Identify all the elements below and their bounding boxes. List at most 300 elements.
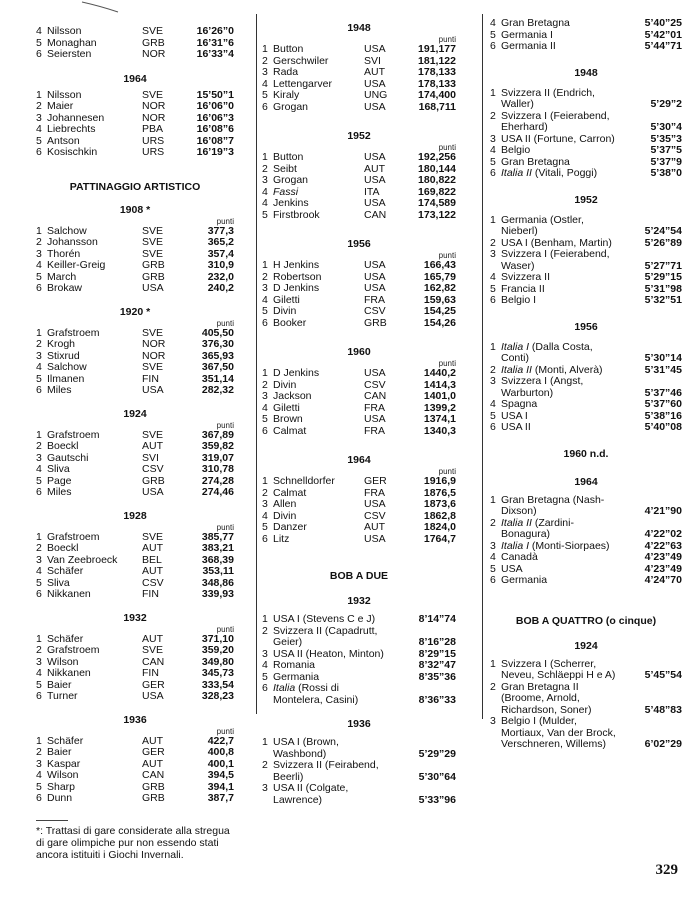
country-code: USA xyxy=(364,100,386,113)
year-heading: 1960 xyxy=(347,346,371,358)
result-row xyxy=(36,589,234,601)
result-row xyxy=(490,518,682,541)
team-name: USA I (Benham, Martin) xyxy=(501,236,612,249)
athlete-name: Grafstroem xyxy=(47,327,100,339)
time-value: 8’32”47 xyxy=(418,659,456,671)
country-code: CSV xyxy=(364,378,386,391)
team-name xyxy=(273,683,396,706)
time-value: 5’30”14 xyxy=(644,352,682,364)
result-row xyxy=(36,747,234,759)
athlete-name: Schäfer xyxy=(47,735,84,747)
result-row xyxy=(490,168,682,180)
athlete-name: Maier xyxy=(47,101,74,112)
team-name: Svizzera I (Feierabend, Waser) xyxy=(501,248,610,272)
athlete-name: Nikkanen xyxy=(47,589,91,600)
score-value: 1440,2 xyxy=(423,367,456,379)
athlete-name: Divin xyxy=(273,379,297,391)
country-code: SVE xyxy=(142,428,164,441)
points-unit: punti xyxy=(216,216,234,226)
score-value: 1401,0 xyxy=(423,390,456,402)
time-value: 4’23”49 xyxy=(644,562,682,575)
result-row xyxy=(490,342,682,365)
rank: 3 xyxy=(262,66,268,78)
time-value: 5’29”2 xyxy=(650,98,682,110)
rank: 4 xyxy=(262,401,268,414)
result-row xyxy=(490,495,682,518)
result-row xyxy=(262,626,456,649)
country-code: FIN xyxy=(142,588,159,600)
team-name: Gran Bretagna xyxy=(501,155,570,168)
team-members: (Dalla Costa, Conti) xyxy=(501,340,593,364)
result-row xyxy=(490,376,682,399)
footnote-rule xyxy=(36,820,68,821)
time-value: 5’37”9 xyxy=(650,155,682,168)
country-code: USA xyxy=(142,384,164,396)
rank: 3 xyxy=(490,248,496,260)
rank: 2 xyxy=(36,236,42,248)
result-row xyxy=(262,614,456,626)
time-value: 5’35”3 xyxy=(650,132,682,145)
result-row xyxy=(36,26,234,38)
result-row xyxy=(36,237,234,249)
rank: 6 xyxy=(262,100,268,113)
result-row xyxy=(262,426,456,438)
time-value: 5’40”08 xyxy=(644,421,682,433)
athlete-name: Stixrud xyxy=(47,350,80,362)
rank: 4 xyxy=(262,197,268,209)
result-row xyxy=(490,295,682,307)
result-row xyxy=(36,147,234,159)
year-heading: 1932 xyxy=(123,611,147,624)
country-code: USA xyxy=(142,690,164,702)
rank: 4 xyxy=(36,667,42,679)
rank: 1 xyxy=(36,632,42,645)
result-row xyxy=(36,736,234,748)
score-value: 1414,3 xyxy=(423,378,456,391)
rank: 5 xyxy=(490,155,496,168)
athlete-name: Turner xyxy=(47,691,78,702)
country-code: UNG xyxy=(364,89,388,101)
score-value: 310,9 xyxy=(207,259,234,271)
country-code: CAN xyxy=(142,769,165,781)
rank: 3 xyxy=(36,553,42,566)
year-heading: 1948 xyxy=(347,22,371,34)
team-name: Germania xyxy=(501,574,548,586)
country-code: USA xyxy=(364,151,386,163)
score-value: 1824,0 xyxy=(423,521,456,533)
time-value: 5’37”46 xyxy=(644,386,682,399)
country-code: AUT xyxy=(142,757,163,770)
athlete-name: Thorén xyxy=(47,248,81,260)
rank: 1 xyxy=(490,340,496,353)
country-code: FRA xyxy=(364,293,385,306)
country-code: USA xyxy=(364,282,386,294)
rank: 4 xyxy=(262,659,268,671)
team-country-italic: Italia II xyxy=(501,167,532,179)
result-row xyxy=(36,339,234,351)
country-code: GRB xyxy=(142,792,165,804)
athlete-name: Kiraly xyxy=(273,90,300,101)
country-code: NOR xyxy=(142,338,166,350)
score-value: 383,21 xyxy=(201,542,234,554)
country-code: GRB xyxy=(142,270,165,283)
page-number: 329 xyxy=(655,862,678,878)
country-code: URS xyxy=(142,134,165,147)
athlete-name: Allen xyxy=(273,499,297,510)
athlete-name: Wilson xyxy=(47,656,79,668)
rank: 4 xyxy=(262,293,268,306)
year-heading: 1936 xyxy=(347,718,371,730)
team-name: Svizzera II (Feirabend, Beerli) xyxy=(273,759,379,783)
athlete-name: Grafstroem xyxy=(47,429,100,441)
score-value: 181,122 xyxy=(418,54,456,67)
year-heading: 1964 xyxy=(123,72,147,85)
rank: 3 xyxy=(490,539,496,552)
athlete-name: Boeckl xyxy=(47,441,79,452)
athlete-name: March xyxy=(47,271,77,283)
rank: 4 xyxy=(36,259,42,271)
athlete-name: Jackson xyxy=(273,391,312,402)
result-row xyxy=(262,534,456,546)
team-name: Francia II xyxy=(501,282,545,295)
team-name: Svizzera II (Endrich, Waller) xyxy=(501,86,595,110)
athlete-name: Baier xyxy=(47,747,72,758)
score-value: 16’31”6 xyxy=(196,36,234,49)
rank: 2 xyxy=(36,644,42,656)
rank: 2 xyxy=(36,746,42,758)
result-row xyxy=(36,782,234,794)
team-name: USA I xyxy=(501,409,528,422)
score-value: 165,79 xyxy=(423,270,456,283)
country-code: GRB xyxy=(142,780,165,793)
time-value: 5’38”0 xyxy=(650,167,682,179)
athlete-name: Antson xyxy=(47,135,80,147)
time-value: 5’42”01 xyxy=(644,28,682,41)
time-value: 4’22”63 xyxy=(644,539,682,552)
result-row xyxy=(490,399,682,411)
country-code: SVE xyxy=(142,361,164,373)
year-heading: 1920 * xyxy=(119,305,151,318)
team-name: USA II xyxy=(501,421,531,433)
country-code: SVE xyxy=(142,88,164,101)
result-row xyxy=(262,102,456,114)
athlete-name: Grogan xyxy=(273,101,309,113)
rank: 1 xyxy=(490,86,496,99)
rank: 4 xyxy=(36,25,42,37)
result-row xyxy=(490,659,682,682)
result-row xyxy=(262,318,456,330)
result-row xyxy=(262,783,456,806)
score-value: 310,78 xyxy=(201,463,234,475)
result-row xyxy=(36,668,234,680)
time-value: 5’27”71 xyxy=(644,259,682,272)
team-members: (Vitali, Poggi) xyxy=(531,167,598,179)
country-code: GRB xyxy=(142,259,165,271)
rank: 5 xyxy=(262,670,268,683)
athlete-name: Schäfer xyxy=(47,633,84,645)
result-row xyxy=(262,414,456,426)
year-heading: 1952 xyxy=(574,193,598,206)
team-name: Belgio I (Mulder, Mortiaux, Van der Brock, Verschneren, Willems) xyxy=(501,715,616,750)
score-value: 154,25 xyxy=(423,305,456,317)
country-code: FIN xyxy=(142,667,159,679)
result-row xyxy=(36,770,234,782)
athlete-name: Seibt xyxy=(273,163,297,175)
athlete-name: Grogan xyxy=(273,175,309,186)
score-value: 159,63 xyxy=(423,293,456,306)
score-value: 154,26 xyxy=(423,316,456,329)
athlete-name: Baier xyxy=(47,679,72,691)
score-value: 174,589 xyxy=(418,197,456,209)
time-value: 5’48”83 xyxy=(644,703,682,716)
rank: 4 xyxy=(490,271,496,283)
country-code: AUT xyxy=(364,162,385,175)
rank: 2 xyxy=(36,100,42,112)
score-value: 1764,7 xyxy=(423,532,456,545)
score-value: 385,77 xyxy=(201,530,234,543)
team-name: Gran Bretagna xyxy=(501,17,570,29)
athlete-name: Grafstroem xyxy=(47,531,100,543)
time-value: 5’37”60 xyxy=(644,398,682,410)
score-value: 359,82 xyxy=(201,440,234,452)
rank: 3 xyxy=(262,174,268,186)
country-code: USA xyxy=(364,498,386,510)
year-heading: 1924 xyxy=(123,407,147,420)
rank: 4 xyxy=(490,551,496,563)
result-row xyxy=(262,760,456,783)
score-value: 174,400 xyxy=(418,89,456,101)
country-code: CAN xyxy=(142,655,165,668)
athlete-name: Lettengarver xyxy=(273,78,332,90)
athlete-name: Salchow xyxy=(47,362,87,373)
column-1 xyxy=(36,0,234,861)
rank: 6 xyxy=(36,792,42,804)
time-value: 5’29”29 xyxy=(418,747,456,760)
team-name xyxy=(501,518,622,541)
result-row xyxy=(36,226,234,238)
rank: 1 xyxy=(490,213,496,226)
result-row xyxy=(36,101,234,113)
points-unit: punti xyxy=(216,522,234,532)
team-name: Svizzera II xyxy=(501,271,551,283)
rank: 3 xyxy=(262,498,268,510)
column-divider-left xyxy=(256,14,257,714)
rank: 3 xyxy=(490,375,496,387)
athlete-name: Grafstroem xyxy=(47,645,100,656)
time-value: 5’33”96 xyxy=(418,793,456,806)
rank: 2 xyxy=(262,759,268,771)
rank: 2 xyxy=(262,486,268,499)
year-heading: 1948 xyxy=(574,66,598,79)
rank: 5 xyxy=(262,208,268,221)
team-members: (Monti-Siorpaes) xyxy=(529,539,610,552)
rank: 6 xyxy=(490,167,496,179)
athlete-name: Liebrechts xyxy=(47,124,96,135)
team-country-italic: Italia II xyxy=(501,516,532,529)
section-title: BOB A DUE xyxy=(329,570,389,582)
country-code: USA xyxy=(364,43,386,55)
rank: 3 xyxy=(262,782,268,794)
time-value: 8’36”33 xyxy=(418,693,456,706)
rank: 2 xyxy=(262,624,268,637)
team-members: (Zardini-Bonagura) xyxy=(501,516,574,540)
country-code: AUT xyxy=(142,542,163,554)
athlete-name: Schnelldorfer xyxy=(273,476,335,487)
team-country-italic: Italia I xyxy=(501,539,530,552)
score-value: 319,07 xyxy=(201,451,234,464)
athlete-name: Gautschi xyxy=(47,452,89,464)
score-value: 169,822 xyxy=(418,185,456,198)
score-value: 371,10 xyxy=(201,632,234,645)
athlete-name: Keiller-Greig xyxy=(47,260,106,271)
rank: 5 xyxy=(490,28,496,41)
athlete-name: Booker xyxy=(273,317,307,329)
athlete-name: Robertson xyxy=(273,271,322,283)
country-code: GER xyxy=(142,678,165,691)
rank: 2 xyxy=(262,162,268,175)
country-code: AUT xyxy=(142,632,163,645)
country-code: SVE xyxy=(142,326,164,339)
rank: 1 xyxy=(36,88,42,101)
result-row xyxy=(36,691,234,703)
result-row xyxy=(490,682,682,717)
result-row xyxy=(262,391,456,403)
team-name: Belgio I xyxy=(501,294,537,306)
column-3 xyxy=(490,0,682,751)
country-code: FRA xyxy=(364,424,385,437)
result-row xyxy=(490,575,682,587)
time-value: 4’21”90 xyxy=(644,505,682,517)
result-row xyxy=(490,272,682,284)
time-value: 5’37”5 xyxy=(650,144,682,156)
time-value: 5’32”51 xyxy=(644,294,682,306)
country-code: CSV xyxy=(142,463,164,475)
time-value: 5’38”16 xyxy=(644,409,682,422)
country-code: GRB xyxy=(142,36,165,49)
score-value: 400,8 xyxy=(207,746,234,758)
score-value: 394,1 xyxy=(207,780,234,793)
athlete-name: Wilson xyxy=(47,770,79,781)
team-name: Germania II xyxy=(501,40,556,52)
time-value: 5’31”98 xyxy=(644,282,682,295)
rank: 5 xyxy=(262,89,268,101)
year-heading: 1964 xyxy=(574,475,598,488)
score-value: 166,43 xyxy=(423,259,456,271)
result-row xyxy=(262,522,456,534)
athlete-name: Salchow xyxy=(47,225,87,237)
score-value: 376,30 xyxy=(201,338,234,350)
athlete-name: Van Zeebroeck xyxy=(47,554,118,566)
athlete-name: Sharp xyxy=(47,781,76,793)
score-value: 359,20 xyxy=(201,644,234,656)
score-value: 1374,1 xyxy=(423,413,456,425)
year-heading: 1960 n.d. xyxy=(563,447,609,460)
rank: 3 xyxy=(36,655,42,668)
points-unit: punti xyxy=(216,318,234,328)
rank: 3 xyxy=(490,132,496,145)
score-value: 16’33”4 xyxy=(196,48,234,60)
result-row xyxy=(490,88,682,111)
country-code: GER xyxy=(364,475,387,487)
country-code: SVE xyxy=(142,224,164,237)
team-country-italic: Italia xyxy=(273,682,296,694)
country-code: USA xyxy=(142,486,164,498)
athlete-name: Nikkanen xyxy=(47,668,91,679)
country-code: SVE xyxy=(142,530,164,543)
country-code: CSV xyxy=(142,576,164,589)
score-value: 1873,6 xyxy=(423,498,456,510)
result-row xyxy=(262,499,456,511)
country-code: AUT xyxy=(364,521,385,533)
score-value: 16’08”7 xyxy=(196,134,234,147)
column-divider-right xyxy=(482,14,483,719)
team-name xyxy=(501,168,622,180)
time-value: 5’44”71 xyxy=(644,40,682,52)
rank: 5 xyxy=(36,576,42,589)
result-row xyxy=(490,215,682,238)
result-row xyxy=(262,660,456,672)
score-value: 357,4 xyxy=(207,247,234,260)
team-name: Spagna xyxy=(501,398,538,410)
athlete-name: Divin xyxy=(273,306,297,317)
result-row xyxy=(262,198,456,210)
score-value: 16’19”3 xyxy=(196,146,234,158)
athlete-name: Nilsson xyxy=(47,89,82,101)
athlete-name: Monaghan xyxy=(47,37,97,49)
year-heading: 1936 xyxy=(123,713,147,726)
result-row xyxy=(36,49,234,61)
points-unit: punti xyxy=(216,624,234,634)
country-code: CSV xyxy=(364,305,386,317)
score-value: 1399,2 xyxy=(423,401,456,414)
country-code: NOR xyxy=(142,48,166,60)
rank: 5 xyxy=(490,409,496,422)
footnote: *: Trattasi di gare considerate alla stregua di gare olimpiche pur non essendo stati ancora istituiti i Giochi Invernali. xyxy=(36,824,230,861)
result-row xyxy=(36,543,234,555)
athlete-name: Calmat xyxy=(273,425,307,437)
rank: 1 xyxy=(490,493,496,506)
team-name: USA xyxy=(501,562,523,575)
result-row xyxy=(262,306,456,318)
score-value: 168,711 xyxy=(418,100,456,113)
points-unit: punti xyxy=(216,726,234,736)
athlete-name: Rada xyxy=(273,67,299,78)
rank: 4 xyxy=(262,185,268,198)
rank: 2 xyxy=(490,363,496,376)
rank: 6 xyxy=(262,424,268,437)
result-row xyxy=(262,44,456,56)
section-title: BOB A QUATTRO (o cinque) xyxy=(515,614,657,627)
result-row xyxy=(490,552,682,564)
time-value: 4’23”49 xyxy=(644,551,682,563)
country-code: SVE xyxy=(142,644,164,656)
rank: 3 xyxy=(36,757,42,770)
rank: 2 xyxy=(490,680,496,693)
country-code: CAN xyxy=(364,390,387,402)
time-value: 5’29”15 xyxy=(644,271,682,283)
rank: 6 xyxy=(36,146,42,158)
country-code: USA xyxy=(364,174,386,186)
country-code: NOR xyxy=(142,100,166,112)
team-country-italic: Italia I xyxy=(501,340,530,353)
rank: 4 xyxy=(36,463,42,475)
rank: 2 xyxy=(36,440,42,452)
score-value: 178,133 xyxy=(418,77,456,90)
team-name: Canadà xyxy=(501,551,538,563)
country-code: USA xyxy=(364,270,386,283)
rank: 2 xyxy=(490,109,496,122)
rank: 2 xyxy=(36,542,42,554)
